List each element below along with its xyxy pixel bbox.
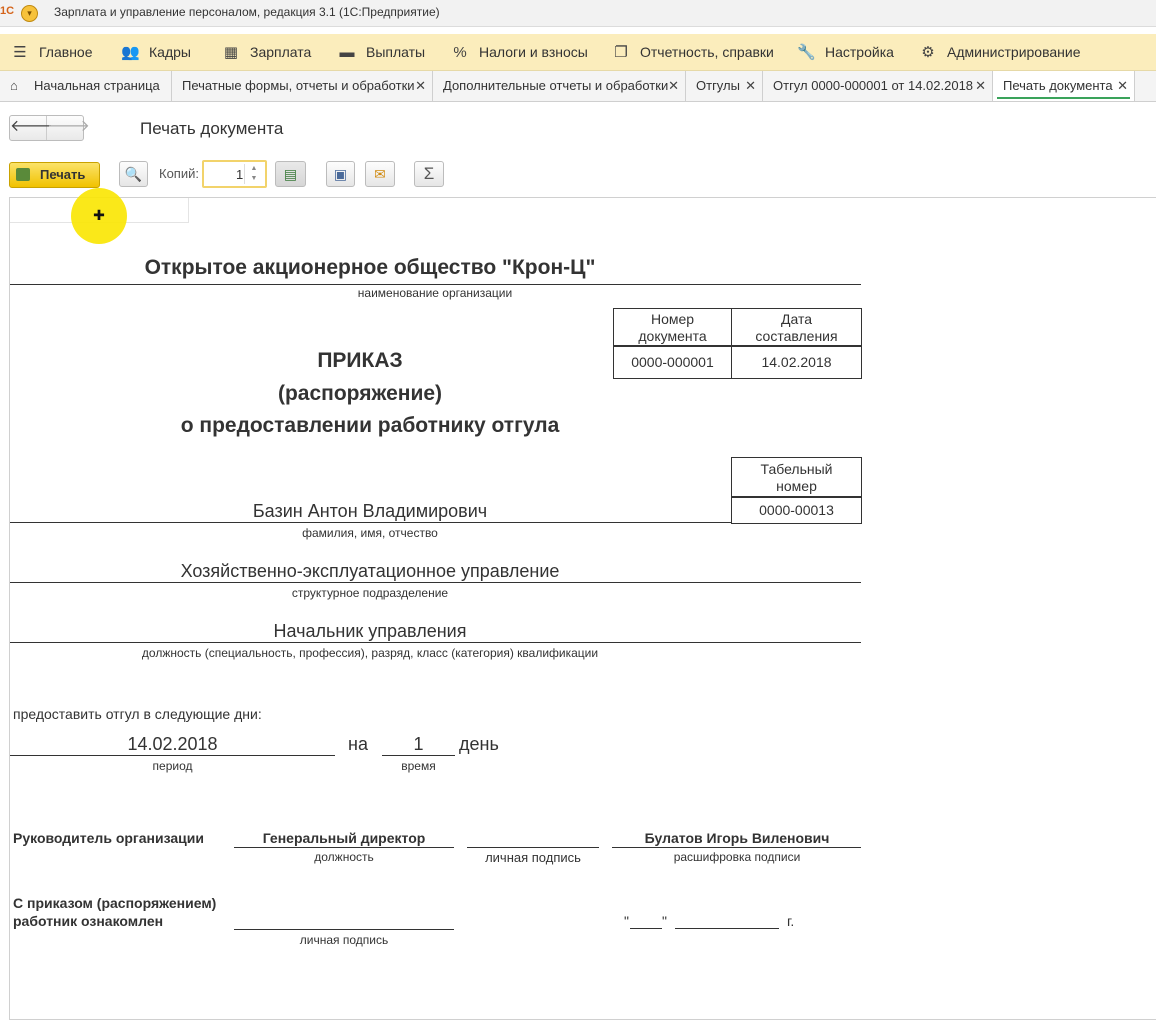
day-text: день [459, 734, 499, 754]
print-button[interactable]: Печать [9, 162, 100, 188]
copies-input[interactable]: 1 ▲ ▼ [202, 160, 267, 188]
employee-underline [10, 522, 731, 523]
ack-signature-line [234, 929, 454, 930]
documents-icon: ❐ [614, 44, 628, 61]
tab-number-value: 0000-00013 [759, 502, 834, 518]
preview-icon: 🔍 [124, 166, 143, 182]
section-settings[interactable]: 🔧 Настройка [797, 34, 894, 70]
calculator-icon: ▦ [223, 44, 239, 61]
org-name-underline [10, 284, 861, 285]
doc-number-value: 0000-000001 [631, 354, 714, 370]
head-name-caption: расшифровка подписи [673, 850, 801, 864]
head-name-underline [612, 847, 861, 848]
main-menu-button[interactable]: ▾ [21, 5, 38, 22]
close-icon[interactable]: ✕ [415, 78, 426, 93]
department: Хозяйственно-эксплуатационное управление [180, 561, 560, 581]
doc-number-header: Номер документа [638, 311, 707, 344]
preview-button[interactable] [119, 161, 148, 187]
date-day-line [630, 928, 662, 929]
date-quote-open: " [624, 913, 629, 929]
open-windows-tabs [0, 71, 1156, 102]
head-position-underline [234, 847, 454, 848]
wrench-icon: 🔧 [797, 44, 816, 61]
menu-icon: ☰ [13, 44, 27, 61]
tab-print-document[interactable]: Печать документа ✕ [993, 71, 1135, 101]
table-divider [613, 345, 862, 347]
tab-otgul-document[interactable]: Отгул 0000-000001 от 14.02.2018 ✕ [763, 71, 993, 101]
department-caption: структурное подразделение [291, 586, 449, 600]
table-divider [731, 496, 862, 498]
close-icon[interactable]: ✕ [1117, 78, 1128, 93]
app-logo-icon: 1С [0, 5, 15, 17]
head-signature-line [467, 847, 599, 848]
time-caption: время [401, 759, 436, 773]
head-name: Булатов Игорь Виленович [644, 830, 830, 846]
people-icon: 👥 [121, 44, 140, 61]
section-hr[interactable]: 👥 Кадры [121, 34, 191, 70]
tab-home[interactable]: ⌂ Начальная страница [0, 71, 172, 101]
home-icon: ⌂ [10, 78, 18, 93]
head-label: Руководитель организации [13, 830, 204, 846]
sum-icon: Σ [423, 164, 435, 183]
tab-number-header: Табельный номер [760, 461, 833, 494]
period-caption: период [152, 759, 193, 773]
page-title: Печать документа [140, 119, 284, 138]
send-email-button[interactable] [365, 161, 395, 187]
document-title-line1: ПРИКАЗ [317, 349, 403, 372]
document-title-line3: о предоставлении работнику отгула [180, 414, 560, 437]
cursor-cross-icon: ✚ [93, 207, 105, 223]
date-month-line [675, 928, 779, 929]
employee-name: Базин Антон Владимирович [252, 501, 488, 521]
document-title-line2: (распоряжение) [277, 382, 443, 405]
position-underline [10, 642, 861, 643]
date-quote-close: " [662, 913, 667, 929]
head-signature-caption: личная подпись [485, 850, 581, 865]
mail-icon: ✉ [374, 166, 386, 182]
copies-label: Копий: [159, 166, 199, 181]
close-icon[interactable]: ✕ [745, 78, 756, 93]
ack-signature-caption: личная подпись [299, 933, 389, 947]
copies-stepper[interactable]: ▲ ▼ [244, 164, 263, 184]
section-main[interactable]: ☰ Главное [11, 34, 93, 70]
forward-arrow-icon[interactable]: 🡒 [47, 118, 90, 135]
close-icon[interactable]: ✕ [668, 78, 679, 93]
period-underline [10, 755, 335, 756]
period-value: 14.02.2018 [127, 734, 218, 754]
edit-mode-button[interactable] [275, 161, 306, 187]
time-underline [382, 755, 455, 756]
time-value: 1 [413, 734, 424, 754]
ack-line2: работник ознакомлен [13, 913, 164, 929]
section-reports[interactable]: ❐ Отчетность, справки [612, 34, 774, 70]
edit-table-icon: ▤ [283, 166, 298, 182]
position-caption: должность (специальность, профессия), разряд, класс (категория) квалификации [141, 646, 599, 660]
department-underline [10, 582, 861, 583]
employee-caption: фамилия, имя, отчество [302, 526, 438, 540]
wallet-icon: ▬ [339, 44, 355, 61]
org-name: Открытое акционерное общество "Крон-Ц" [144, 256, 596, 279]
title-bar [0, 0, 1156, 27]
grant-text: предоставить отгул в следующие дни: [13, 706, 262, 722]
head-position-caption: должность [314, 850, 374, 864]
printer-icon [16, 168, 30, 181]
section-salary[interactable]: ▦ Зарплата [222, 34, 311, 70]
tab-print-forms[interactable]: Печатные формы, отчеты и обработки ✕ [172, 71, 433, 101]
sections-panel [0, 34, 1156, 71]
head-position: Генеральный директор [262, 830, 426, 846]
section-payments[interactable]: ▬ Выплаты [338, 34, 425, 70]
doc-date-header: Дата составления [755, 311, 838, 344]
tab-additional-reports[interactable]: Дополнительные отчеты и обработки ✕ [433, 71, 686, 101]
save-button[interactable] [326, 161, 355, 187]
doc-date-value: 14.02.2018 [761, 354, 832, 370]
tab-otguly[interactable]: Отгулы ✕ [686, 71, 763, 101]
position: Начальник управления [273, 621, 467, 641]
org-name-caption: наименование организации [357, 286, 513, 300]
percent-icon: % [453, 44, 467, 61]
navigation-buttons [9, 115, 90, 141]
window-title: Зарплата и управление персоналом, редакция 3.1 (1С:Предприятие) [54, 5, 440, 19]
na-text: на [348, 734, 368, 754]
back-arrow-icon[interactable]: 🡐 [10, 116, 47, 140]
close-icon[interactable]: ✕ [975, 78, 986, 93]
sum-button[interactable] [414, 161, 444, 187]
gear-icon: ⚙ [921, 44, 935, 61]
year-suffix: г. [787, 913, 795, 929]
section-administration[interactable]: ⚙ Администрирование [919, 34, 1081, 70]
ack-line1: С приказом (распоряжением) [13, 895, 217, 911]
save-icon: ▣ [333, 166, 348, 182]
section-taxes[interactable]: % Налоги и взносы [451, 34, 588, 70]
